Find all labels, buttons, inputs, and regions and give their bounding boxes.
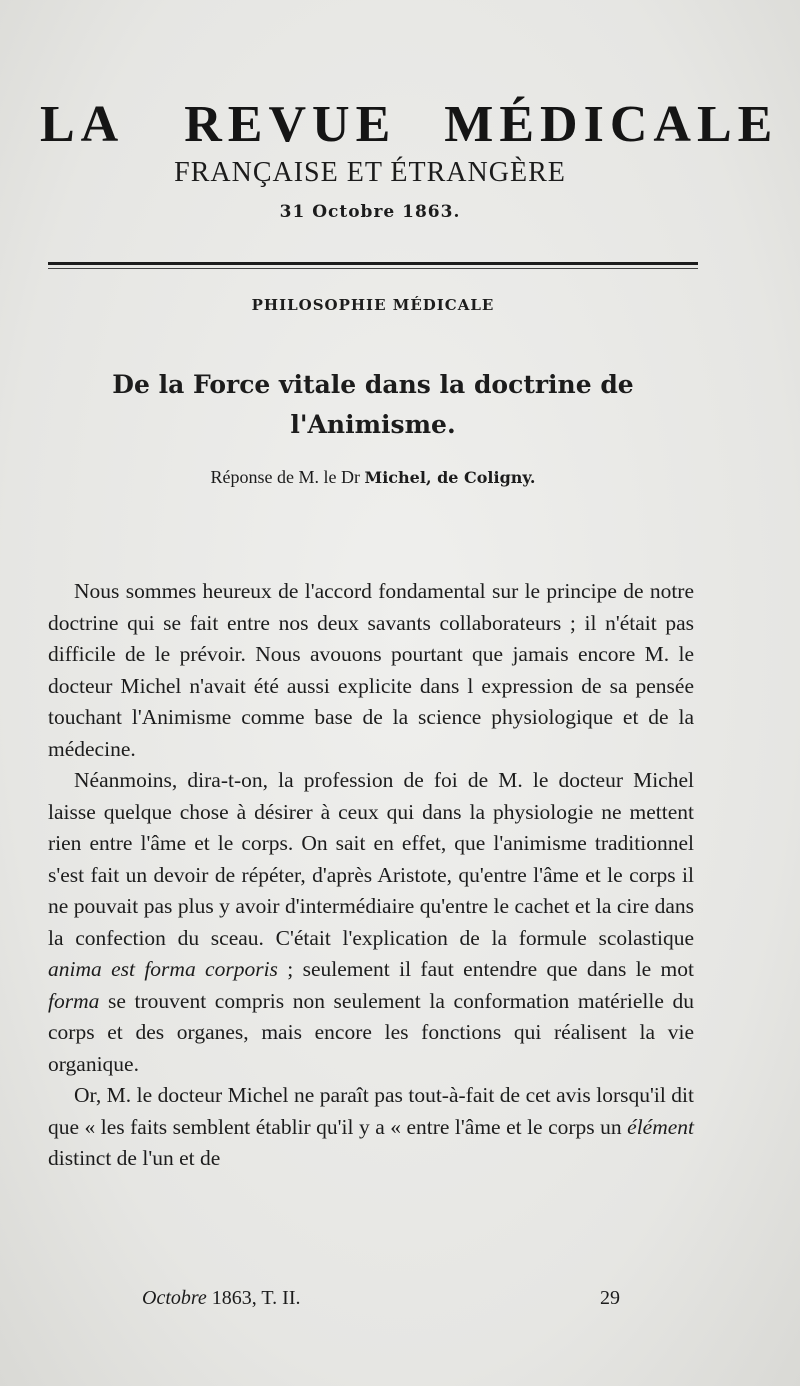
title-medicale: MÉDICALE xyxy=(444,96,779,153)
article-body xyxy=(48,576,694,1175)
paragraph-3-end: distinct de l'un et de xyxy=(48,1146,221,1170)
paragraph-2 xyxy=(48,765,694,1080)
forma-word: forma xyxy=(48,988,100,1013)
footer-month: Octobre xyxy=(142,1287,207,1309)
journal-title xyxy=(40,92,779,158)
element-word: élément xyxy=(627,1114,695,1139)
paragraph-2-text: Néanmoins, dira-t-on, la profession de foi de M. le docteur Michel laisse quelque chose à désirer à ceux qui dans la physiologie ne mettent rien entre l'âme et le corps. On sait en effet, que l'animisme traditionnel s'est fait un devoir de répéter, d'après Aristote, qu'entre l'âme et le corps il ne pouvait pas plus y avoir d'intermédiaire qu'entre le cachet et la cire dans la confection du sceau. C'était l'explication de la formule scolastique xyxy=(48,768,694,950)
masthead-rule-thin xyxy=(48,268,698,269)
page-number: 29 xyxy=(600,1287,620,1309)
title-la: LA xyxy=(40,96,125,153)
masthead-rule xyxy=(48,262,698,265)
title-revue: REVUE xyxy=(184,96,397,153)
paragraph-3-text: Or, M. le docteur Michel ne paraît pas tout-à-fait de cet avis lorsqu'il dit que « les faits semblent établir qu'il y a « entre l'âme et le corps un xyxy=(48,1083,694,1139)
paragraph-3 xyxy=(48,1080,694,1175)
journal-subtitle: FRANÇAISE ET ÉTRANGÈRE xyxy=(174,157,566,188)
paragraph-2-end: se trouvent compris non seulement la conformation matérielle du corps et des organes, mais encore les fonctions qui réalisent la vie organique. xyxy=(48,988,695,1076)
reply-author: Michel, de Coligny. xyxy=(364,468,536,487)
reply-byline xyxy=(48,467,698,488)
section-title: PHILOSOPHIE MÉDICALE xyxy=(251,296,495,314)
footer-citation xyxy=(142,1287,301,1310)
paragraph-2-cont: ; seulement il faut entendre que dans le mot xyxy=(287,957,695,981)
issue-date: 31 Octobre 1863. xyxy=(279,202,461,222)
paragraph-1: Nous sommes heureux de l'accord fondamental sur le principe de notre doctrine qui se fait entre nos deux savants collaborateurs ; il n'était pas difficile de le prévoir. Nous avouons pourtant que jamais encore M. le docteur Michel n'avait été aussi explicite dans l expression de sa pensée touchant l'Animisme comme base de la science physiologique et de la médecine. xyxy=(48,579,694,761)
latin-phrase: anima est forma corporis xyxy=(48,957,278,981)
article-heading xyxy=(48,365,698,445)
heading-line-2: l'Animisme. xyxy=(290,410,456,439)
masthead xyxy=(40,92,779,222)
footer-volume: 1863, T. II. xyxy=(211,1287,301,1309)
heading-line-1: De la Force vitale dans la doctrine de xyxy=(112,370,634,399)
reply-prefix: Réponse de M. le Dr xyxy=(210,467,361,487)
